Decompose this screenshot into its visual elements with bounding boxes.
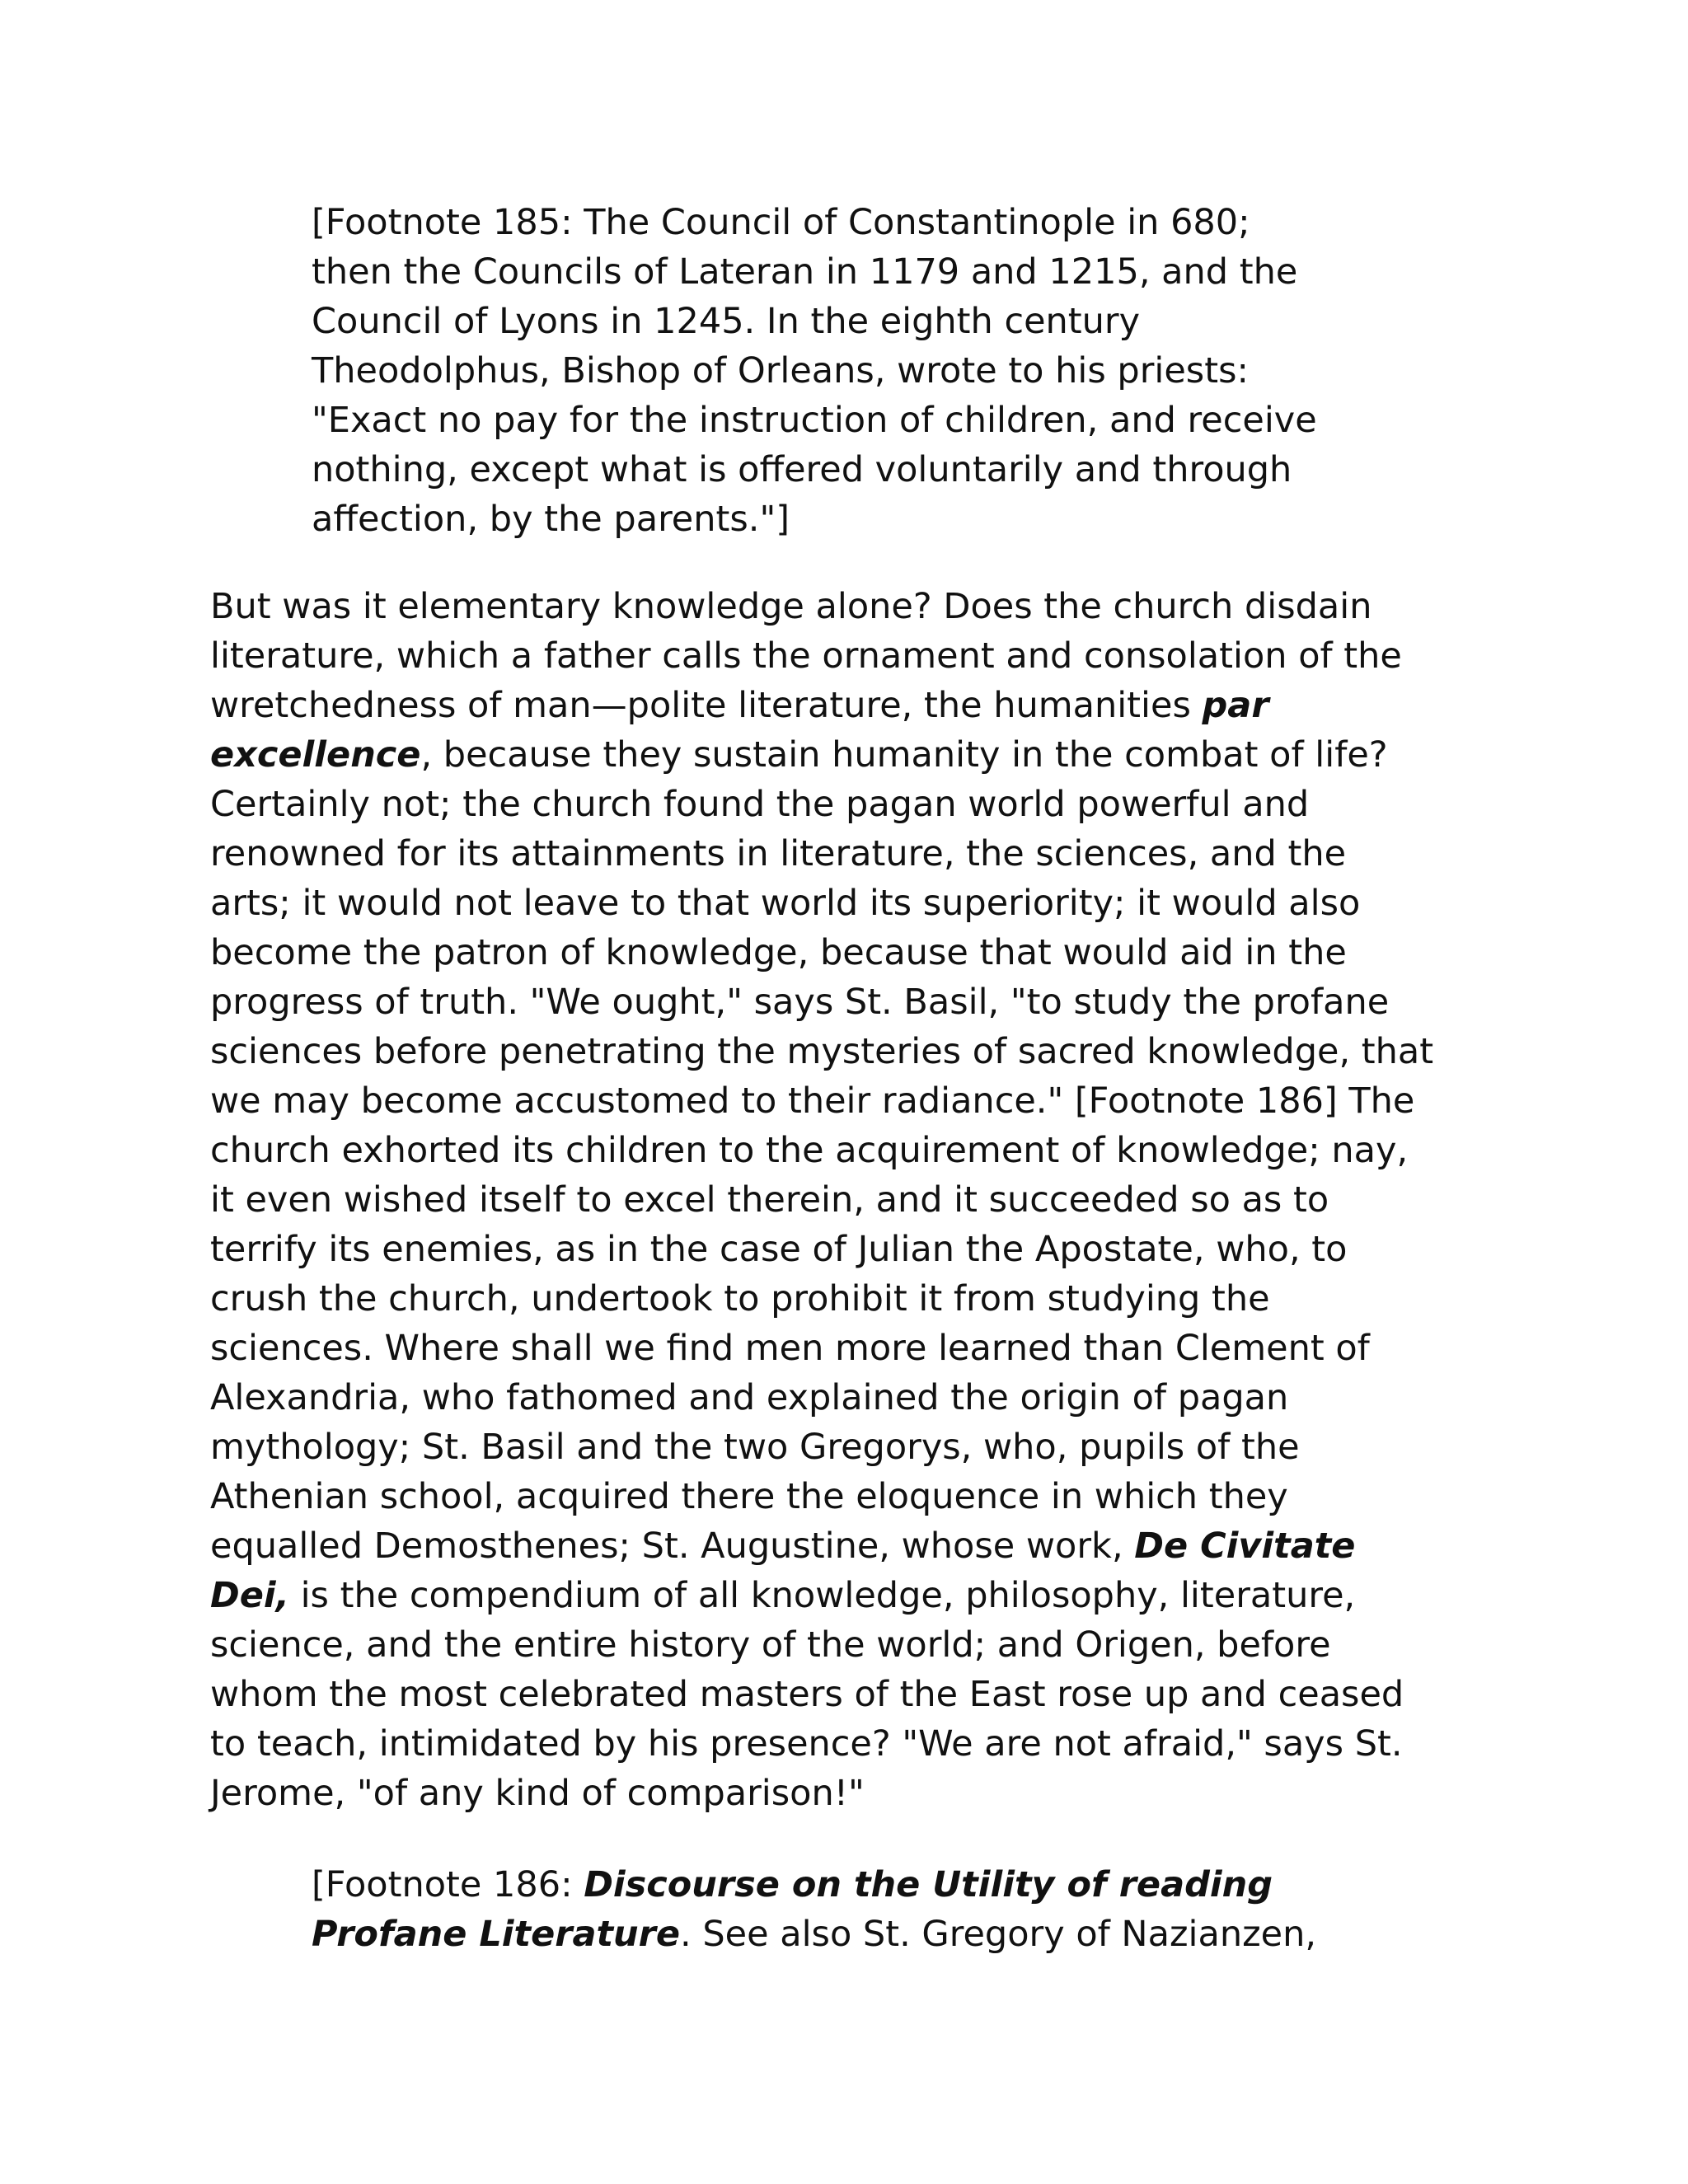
paragraph-line: [210, 681, 1529, 730]
footnote-line: [Footnote 185: The Council of Constantinople in 680;: [312, 202, 1250, 243]
footnote-185: [312, 198, 1548, 544]
paragraph-line: crush the church, undertook to prohibit it from studying the: [210, 1278, 1270, 1319]
paragraph-line: [210, 1521, 1529, 1571]
paragraph-line: it even wished itself to excel therein, and it succeeded so as to: [210, 1179, 1329, 1221]
paragraph-line: arts; it would not leave to that world its superiority; it would also: [210, 883, 1361, 924]
paragraph-line: But was it elementary knowledge alone? Does the church disdain: [210, 586, 1372, 627]
footnote-line: then the Councils of Lateran in 1179 and 1215, and the: [312, 251, 1298, 293]
footnote-line: "Exact no pay for the instruction of children, and receive: [312, 400, 1317, 441]
emphasis-text: Discourse on the Utility of reading: [584, 1864, 1273, 1905]
paragraph-line: progress of truth. "We ought," says St. Basil, "to study the profane: [210, 982, 1390, 1023]
footnote-line: nothing, except what is offered voluntarily and through: [312, 449, 1292, 490]
emphasis-text: excellence: [210, 734, 421, 776]
emphasis-text: Profane Literature: [312, 1914, 681, 1955]
paragraph-line: church exhorted its children to the acquirement of knowledge; nay,: [210, 1130, 1409, 1171]
paragraph-line: science, and the entire history of the world; and Origen, before: [210, 1624, 1331, 1666]
paragraph-line: Athenian school, acquired there the eloquence in which they: [210, 1476, 1288, 1517]
footnote-line: affection, by the parents."]: [312, 499, 790, 540]
paragraph-line: sciences before penetrating the mysteries of sacred knowledge, that: [210, 1031, 1434, 1072]
footnote-line: [312, 1860, 1548, 1910]
paragraph-line: Alexandria, who fathomed and explained the origin of pagan: [210, 1377, 1289, 1418]
emphasis-text: par: [1202, 685, 1269, 726]
paragraph-line: renowned for its attainments in literature, the sciences, and the: [210, 833, 1347, 874]
paragraph-line: sciences. Where shall we find men more learned than Clement of: [210, 1328, 1370, 1369]
paragraph-line: [210, 1571, 1529, 1620]
footnote-text: . See also St. Gregory of Nazianzen,: [680, 1914, 1317, 1955]
paragraph-line: to teach, intimidated by his presence? "We are not afraid," says St.: [210, 1723, 1403, 1765]
paragraph-line: whom the most celebrated masters of the East rose up and ceased: [210, 1674, 1404, 1715]
paragraph-text: is the compendium of all knowledge, philosophy, literature,: [288, 1575, 1356, 1616]
paragraph-text: wretchedness of man—polite literature, the humanities: [210, 685, 1203, 726]
paragraph-text: , because they sustain humanity in the combat of life?: [420, 734, 1388, 776]
paragraph-line: we may become accustomed to their radiance." [Footnote 186] The: [210, 1080, 1415, 1122]
footnote-line: [312, 1910, 1548, 1959]
paragraph-text: equalled Demosthenes; St. Augustine, whose work,: [210, 1526, 1135, 1567]
footnote-186: [312, 1860, 1548, 1959]
footnote-text: [Footnote 186:: [312, 1864, 584, 1905]
main-paragraph: [210, 582, 1529, 1818]
emphasis-text: De Civitate: [1134, 1526, 1356, 1567]
footnote-line: Council of Lyons in 1245. In the eighth century: [312, 301, 1141, 342]
emphasis-text: Dei,: [210, 1575, 289, 1616]
footnote-line: Theodolphus, Bishop of Orleans, wrote to his priests:: [312, 350, 1249, 391]
paragraph-line: [210, 730, 1529, 780]
paragraph-line: terrify its enemies, as in the case of Julian the Apostate, who, to: [210, 1229, 1348, 1270]
paragraph-line: become the patron of knowledge, because that would aid in the: [210, 932, 1347, 973]
paragraph-line: Certainly not; the church found the pagan world powerful and: [210, 784, 1310, 825]
paragraph-line: literature, which a father calls the ornament and consolation of the: [210, 635, 1402, 677]
paragraph-line: mythology; St. Basil and the two Gregorys, who, pupils of the: [210, 1427, 1300, 1468]
paragraph-line: Jerome, "of any kind of comparison!": [210, 1773, 865, 1814]
